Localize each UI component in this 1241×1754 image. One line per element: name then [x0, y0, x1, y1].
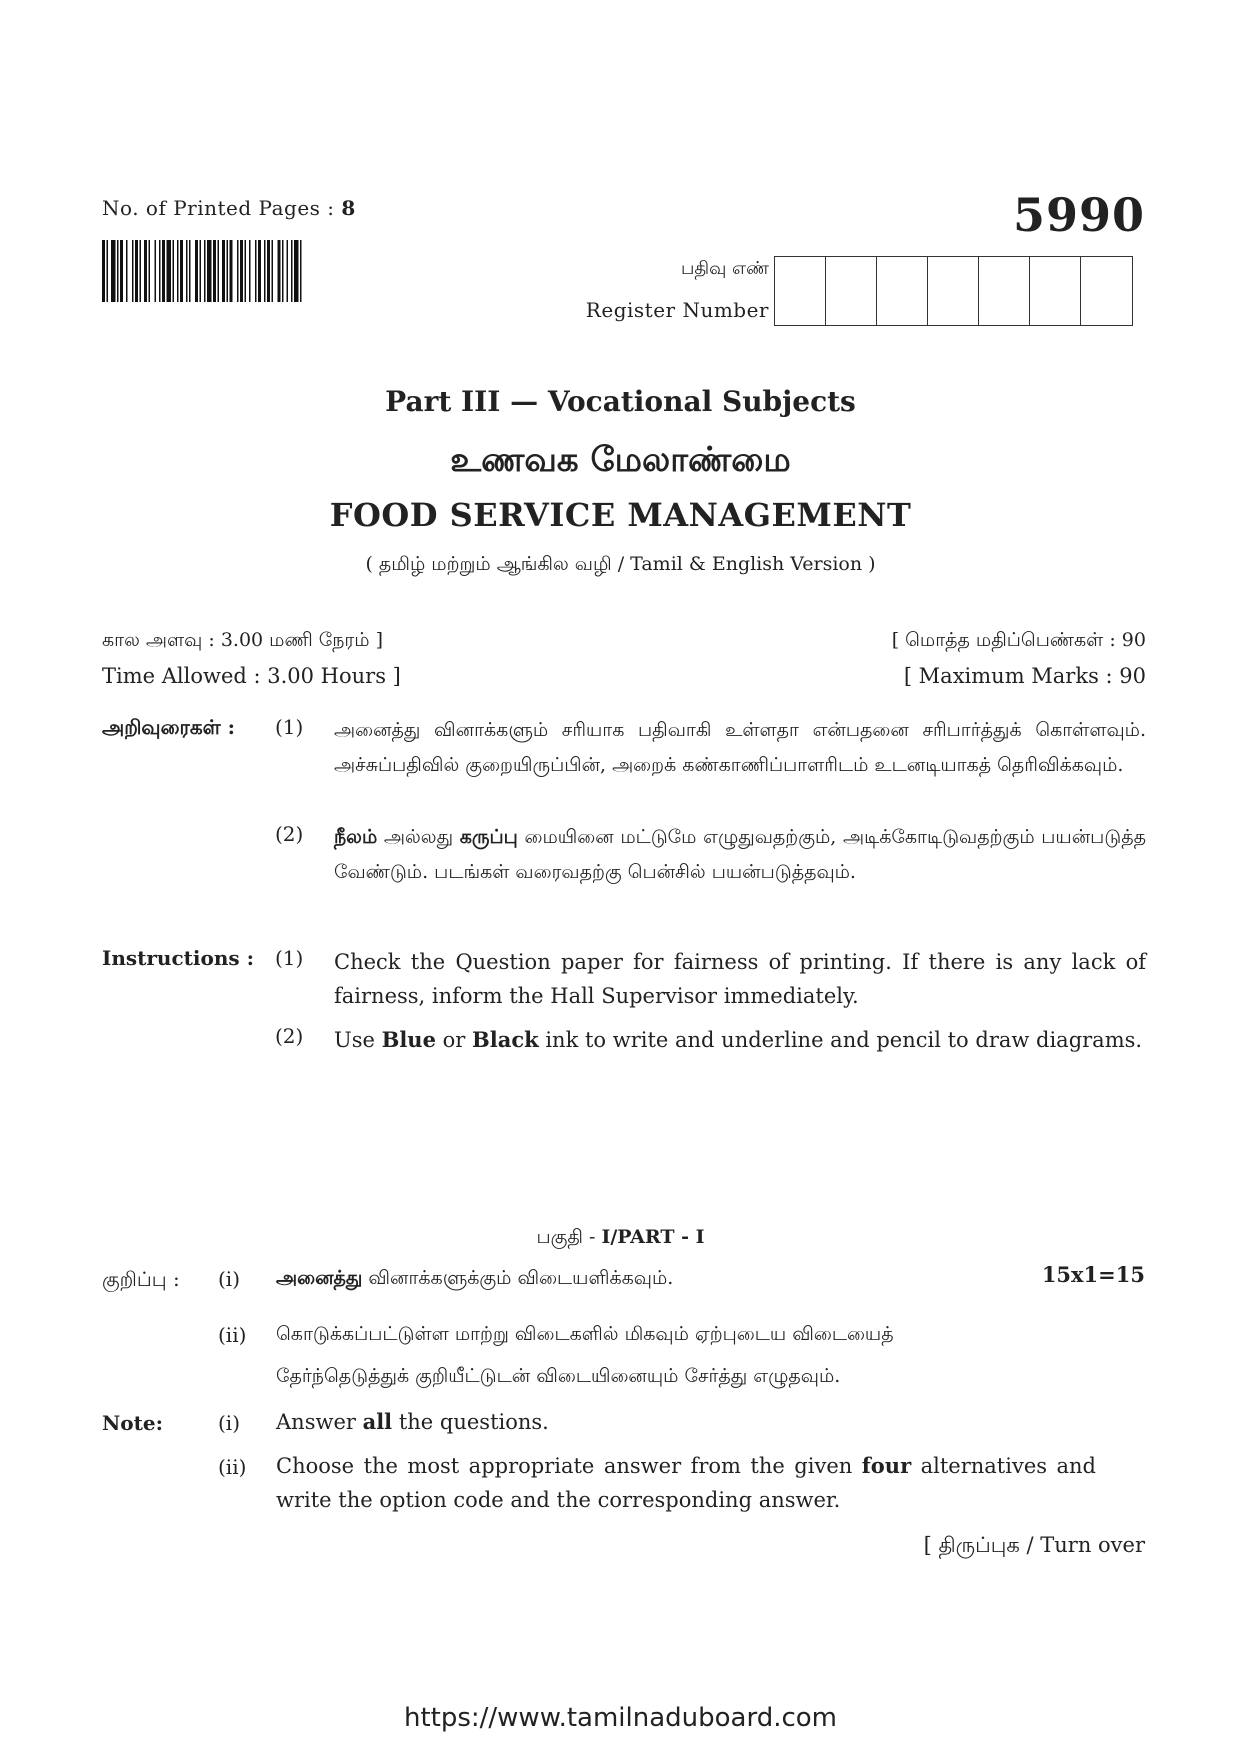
register-digit-box[interactable] [775, 257, 826, 325]
register-digit-box[interactable] [877, 257, 928, 325]
instructions-ta-1 [102, 713, 1146, 823]
register-digit-box[interactable] [826, 257, 877, 325]
item-number: (1) [275, 715, 304, 739]
turn-over-note: [ திருப்புக / Turn over [923, 1533, 1145, 1557]
instruction-text [334, 1023, 1146, 1057]
item-number: (ii) [218, 1455, 247, 1479]
bold-word: Blue [381, 1027, 436, 1052]
printed-pages [102, 196, 356, 220]
register-digit-box[interactable] [1030, 257, 1081, 325]
part-heading [0, 1226, 1241, 1251]
bold-word: four [861, 1453, 912, 1478]
bold-word: all [362, 1409, 393, 1434]
note-ta-1 [276, 1258, 1096, 1298]
part-heading-en: I/PART - I [601, 1226, 705, 1248]
register-number-boxes [774, 256, 1133, 326]
text-fragment: Use [334, 1028, 382, 1052]
text-fragment: Answer [276, 1410, 363, 1434]
time-ta: கால அளவு : 3.00 மணி நேரம் ] [102, 629, 383, 651]
text-fragment: or [435, 1028, 472, 1052]
marks-ta: [ மொத்த மதிப்பெண்கள் : 90 [891, 629, 1146, 651]
instruction-text: அனைத்து வினாக்களும் சரியாக பதிவாகி உள்ளதா என்பதனை சரிபார்த்துக் கொள்ளவும். அச்சுப்பதிவில் குறையிருப்பின், அறைக் கண்காணிப்பாளரிடம் உடனடியாகத் தெரிவிக்கவும். [334, 719, 1146, 776]
instructions-en-label: Instructions : [102, 946, 254, 970]
bold-word: Black [471, 1027, 539, 1052]
footer-url: https://www.tamilnaduboard.com [403, 1703, 838, 1733]
register-digit-box[interactable] [928, 257, 979, 325]
exam-info-en [102, 664, 1146, 688]
part-heading-ta: பகுதி - [536, 1226, 602, 1248]
text-fragment: Choose the most appropriate answer from the given [276, 1454, 862, 1478]
bold-word: அனைத்து [276, 1267, 363, 1289]
note-ta-2-line1: கொடுக்கப்பட்டுள்ள மாற்று விடைகளில் மிகவும் ஏற்புடைய விடையைத் [276, 1323, 894, 1345]
instructions-ta-2 [102, 820, 1146, 930]
item-number: (i) [218, 1411, 241, 1435]
bold-word: நீலம் [334, 826, 378, 848]
register-digit-box[interactable] [1081, 257, 1132, 325]
text-fragment: அல்லது [377, 826, 460, 848]
paper-code: 5990 [1012, 188, 1145, 242]
note-en-2 [276, 1449, 1096, 1517]
note-en-label: Note: [102, 1411, 163, 1435]
register-digit-box[interactable] [979, 257, 1030, 325]
item-number: (2) [275, 822, 304, 846]
instruction-text: Check the Question paper for fairness of printing. If there is any lack of fairness, inform the Hall Supervisor immediately. [334, 950, 1146, 1008]
instructions-en-2 [102, 1023, 1146, 1095]
text-fragment: வினாக்களுக்கும் விடையளிக்கவும். [362, 1267, 674, 1289]
note-en-1 [276, 1405, 1096, 1439]
instruction-text [334, 820, 1146, 890]
register-label-en: Register Number [585, 298, 769, 322]
printed-pages-label: No. of Printed Pages : [102, 196, 335, 220]
text-fragment: ink to write and underline and pencil to draw diagrams. [538, 1028, 1143, 1052]
note-ta-label: குறிப்பு : [102, 1267, 180, 1291]
register-label-ta: பதிவு எண் [680, 258, 769, 279]
subject-title-en: FOOD SERVICE MANAGEMENT [329, 496, 912, 534]
part-title: Part III — Vocational Subjects [385, 385, 856, 418]
marks-en: [ Maximum Marks : 90 [903, 664, 1146, 688]
instructions-en-1 [102, 945, 1146, 1017]
item-number: (1) [275, 946, 304, 970]
subject-title-ta: உணவக மேலாண்மை [450, 440, 791, 480]
text-fragment: the questions. [392, 1410, 549, 1434]
version-note: ( தமிழ் மற்றும் ஆங்கில வழி / Tamil & English Version ) [365, 553, 876, 575]
printed-pages-value: 8 [341, 196, 356, 220]
item-number: (i) [218, 1267, 241, 1291]
instructions-ta-label: அறிவுரைகள் : [102, 715, 236, 739]
text-fragment: alternatives and write the option code and the corresponding answer. [276, 1454, 1096, 1512]
item-number: (2) [275, 1024, 304, 1048]
time-en: Time Allowed : 3.00 Hours ] [102, 664, 401, 688]
bold-word: கருப்பு [459, 826, 518, 848]
section-marks: 15x1=15 [1041, 1262, 1145, 1287]
text-fragment: மையினை மட்டுமே எழுதுவதற்கும், அடிக்கோடிடுவதற்கும் பயன்படுத்த வேண்டும். படங்கள் வரைவதற்கு பென்சில் பயன்படுத்தவும். [334, 826, 1146, 883]
barcode-icon [102, 240, 378, 302]
item-number: (ii) [218, 1323, 247, 1347]
exam-info-ta [102, 629, 1146, 654]
note-ta-2-line2: தேர்ந்தெடுத்துக் குறியீட்டுடன் விடையினையும் சேர்த்து எழுதவும். [276, 1365, 841, 1387]
